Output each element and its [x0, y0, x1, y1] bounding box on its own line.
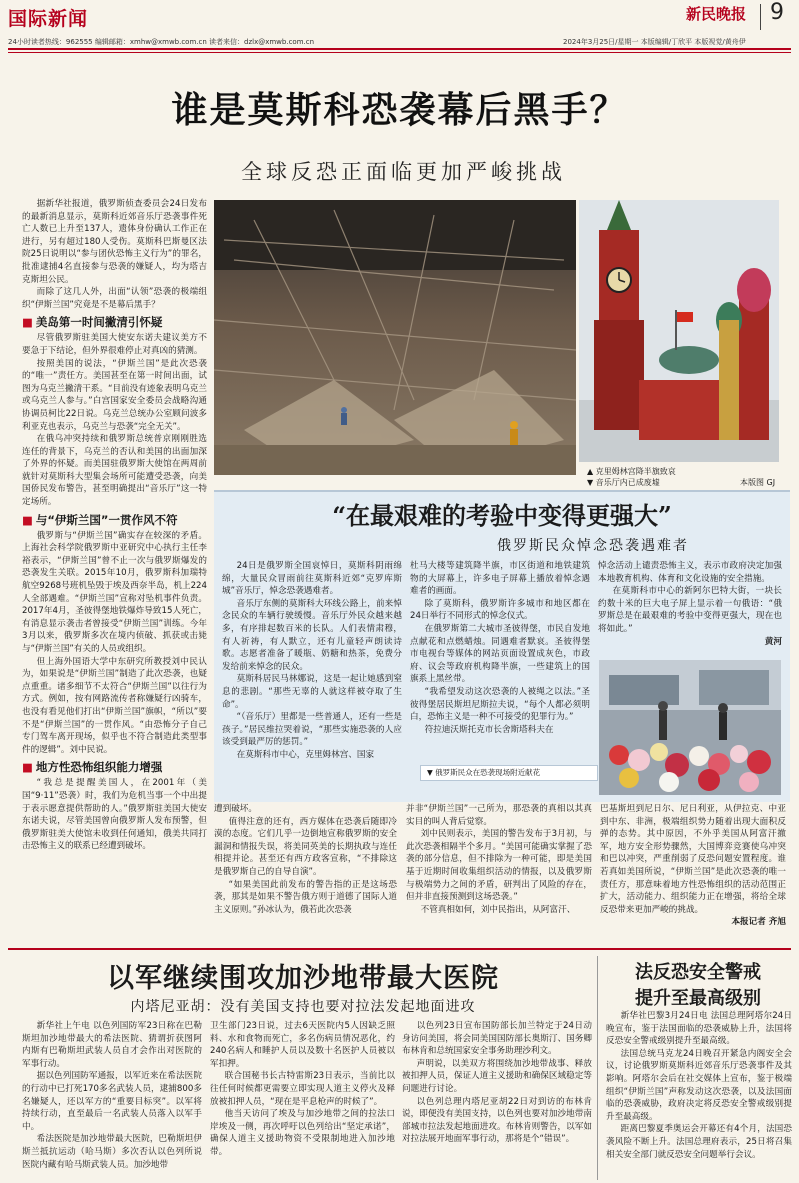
s2-p1: 俄罗斯与“伊斯兰国”确实存在较深的矛盾。上海社会科学院俄罗斯中亚研究中心执行主任李裕表示，“伊斯兰国”曾不止一次与俄罗斯爆发的恐袭发生关联。2015年10月，俄罗斯科加瑞特航空9268号班机坠毁于埃及西奈半岛，机上224人全部遇难。“伊斯兰国”宣称对坠机事件负责。2017年4月，圣彼得堡地铁爆炸导致15人死亡，有消息显示袭击者曾接受“伊斯兰国”训练。今年3月以来，俄罗斯多次在境内侦破、抓获或击毙与“伊斯兰国”有关的人员或组织。: [22, 530, 207, 654]
mourning-c2-p5: 符拉迪沃斯托克市长舍斯塔科夫在: [424, 724, 554, 735]
kremlin-illustration: [579, 200, 779, 462]
mourning-c1-p1: 24日是俄罗斯全国哀悼日，莫斯科阴雨绵绵，大量民众冒雨前往莫斯科近郊“克罗库斯城”音乐厅，悼念恐袭遇难者。: [222, 561, 402, 597]
mourning-headline: “在最艰难的考验中变得更强大”: [332, 501, 672, 530]
mourning-c1-p2: 音乐厅东侧的莫斯科大环线公路上，前来悼念民众的车辆行驶缓慢。音乐厅外民众越来越多，有序排起数百米的长队。人们表情肃穆，有人祈祷，有人默立，还有儿童轻声朗读诗歌。志愿者准备了暖瓶、奶糖和热茶，免费分发给前来悼念的民众。: [222, 598, 402, 672]
s3-p1: “我总是提醒美国人，在2001年（美国“9·11”恐袭）时，我们为危机当事一个中出提于表示愿意提供帮助的人。”俄罗斯驻美国大使安东诺夫说，尽管美国曾向俄罗斯人发布预警，但俄罗斯驻美大使馆未收到任何通知，俄美共同打击恐怖主义的联系已经遭到破坏。: [22, 778, 207, 852]
mourning-col-2: [410, 560, 590, 760]
gaza-subheadline: 内塔尼亚胡：没有美国支持也要对拉法发起地面进攻: [130, 999, 476, 1015]
gaza-c2-p1: 卫生部门23日说，过去6天医院内5人因缺乏照料、水和食物而死亡，多名伤病员情况恶化，约240名病人和睡护人员以及数十名医护人员被以军扣押。: [210, 1021, 395, 1069]
lead-headline: 谁是莫斯科恐袭幕后黑手？: [171, 90, 628, 131]
lead-intro-p2: 而除了这几人外，出面“认领”恐袭的极端组织“伊斯兰国”究竟是不是幕后黑手？: [22, 287, 207, 310]
header-divider: [760, 4, 761, 30]
lead-cont-p1: 值得注意的还有，西方媒体在恐袭后随即冷漠的态度。它们几乎一边倒地宣称俄罗斯的安全漏洞和情报失误，将美同英美的长期执政与连任相提并论。甚至还有西方政客宣称，“不排除这是俄罗斯自己的自导自演”。: [214, 816, 397, 877]
s1-p1: 尽管俄罗斯驻美国大使安东诺夫建议美方不要急于下结论，但外界很难停止对真凶的猜测。: [22, 333, 207, 356]
gaza-c1-p3: 希法医院是加沙地带最大医院，巴勒斯坦伊斯兰抵抗运动（哈马斯）多次否认以色列所说医院内藏有哈马斯武装人员。加沙地带: [22, 1134, 202, 1170]
mourning-c1-p3: 莫斯科居民马林娜说，这是一起让她感到窒息的悲剧。“那些无辜的人就这样被夺取了生命”。: [222, 674, 402, 710]
gaza-c3-p1: 以色列23日宣布国防部长加兰特定于24日动身访问美国，将会同美国国防部长奥斯汀、国务卿布林肯和总统国家安全事务助理沙利文。: [402, 1021, 592, 1057]
mourning-c1-p4: “（音乐厅）里都是一些普通人，还有一些是孩子。”居民维拉哭着说，“那些实施恐袭的人应该受到最严厉的惩罚。”: [222, 712, 402, 748]
date-editor: 2024年3月25日/星期一 本版编辑/丁欣平 本版视觉/黄舟伊: [563, 38, 746, 46]
mourning-c2-p1: 杜马大楼等建筑降半旗，市区街道和地铁建筑物的大屏幕上，许多电子屏幕上播放着悼念遇难者的画面。: [410, 561, 590, 597]
gaza-col-3: [402, 1020, 592, 1180]
lead-cont-p2: “如果美国此前发布的警告指的正是这场恐袭，那其是如果不警告俄方则于道德了国际人道主义原则。”孙冰认为，俄若此次恐袭: [214, 879, 397, 915]
gaza-c3-p3: 以色列总理内塔尼亚胡22日对到访的布林肯说，即便没有美国支持，以色列也要对加沙地带南部城市拉法发起地面进攻。布林肯则警告，以军如对拉法展开地面军事行动，那将是个“错误”。: [402, 1096, 592, 1145]
mourning-c3-p2: 在莫斯科市中心的新阿尔巴特大街，一块长约数十米的巨大电子屏上显示着一句俄语：“俄罗斯总是在最艰难的考验中变得更强大，现在也将如此。”: [598, 586, 782, 634]
page-number: 9: [770, 0, 784, 25]
gaza-col-1: [22, 1020, 202, 1180]
mourning-col-3: [598, 560, 782, 660]
mourning-byline: 黄河: [764, 636, 782, 647]
lead-left-column: [22, 198, 207, 958]
mourning-c2-p3: 在俄罗斯第二大城市圣彼得堡，市民自发地点献花和点燃蜡烛。同遇难者默哀。圣彼得堡市电视台等媒体的网站页面设置成灰色，市政府、议会等政府机构降半旗，一些建筑上的国旗系上黑丝带。: [410, 623, 590, 685]
lead-cont-p5: 不管真相如何，刘中民指出，从阿富汗、: [420, 904, 576, 915]
lead-cont-p4: 刘中民则表示，美国的警告发布于3月初，与此次恐袭相隔半个多月。“美国可能确实掌握了恐袭的部分信息，但不排除为一种可能，即是美国基于近期时间收集组织活动的情报，以及俄罗斯与极端势力之间的矛盾，研判出了风险的存在，但并非直接预测到这场恐袭。”: [406, 829, 592, 903]
lead-cont-col-2: [406, 803, 592, 945]
caption-kremlin: ▲ 克里姆林宫降半旗致哀: [587, 467, 676, 476]
mourning-subheadline: 俄罗斯民众悼念恐袭遇难者: [497, 538, 689, 554]
gaza-c1-p1: 新华社上午电 以色列国防军23日称在巴勒斯坦加沙地带最大的希法医院、猜谓折获图阿内斯有巴勒斯坦武装人员自才会作出对医院的军事行动。: [22, 1021, 202, 1069]
lead-cont-col-3: [600, 803, 786, 945]
s1-p2: 按照美国的说法，“伊斯兰国”是此次恐袭的“唯一”责任方。美国甚至在第一时间出面，试图为乌克兰撇清干系。“目前没有迹象表明乌克兰或乌克兰人参与。”白宫国家安全委员会战略沟通协调员柯比22日说。乌克兰总统办公室顾问波多利亚克也表示，乌克兰与恐袭“完全无关”。: [22, 358, 207, 432]
france-headline-2: 提升至最高级别: [635, 988, 761, 1009]
header-rule: [8, 48, 791, 50]
s2-p2: 但上海外国语大学中东研究所教授刘中民认为，如果说是“伊斯兰国”制造了此次恐袭，也疑点重重。诸多细节不太符合“伊斯兰国”以往行为方式。例如，按有网路流传者称嫌疑行凶骑车，也没有看见他们打出“伊斯兰国”旗帜，“所以”要不是“伊斯兰国”的一贯作风。“由恐怖分子自己专门驾车离开现场，似乎也不符合制造此类型事件的逻辑”。刘中民说。: [22, 656, 207, 755]
subhead-us-denial: ■ 美岛第一时间撇清引怀疑: [22, 315, 163, 330]
mourning-c3-p1: 悼念活动上谴责恐怖主义，表示市政府决定加强本地教育机构、体育和文化设施的安全措施。: [598, 561, 782, 584]
mourning-c2-p4: “我希望发动这次恐袭的人被绳之以法。”圣彼得堡居民斯坦尼斯拉夫说，“每个人都必须明白，恐怖主义是一种不可接受的犯罪行为。”: [410, 686, 590, 723]
photo-flowers-memorial: [599, 660, 781, 795]
bottom-section-rule: [8, 948, 791, 950]
france-body: [606, 1010, 792, 1180]
lead-cont-p3: 并非“伊斯兰国”一己所为，那恐袭的真相以其真实目的叫人背后觉察。: [406, 804, 592, 827]
header-rule-thin: [8, 52, 791, 53]
france-p2: 法国总统马克龙24日晚召开紧急内阁安全会议，讨论俄罗斯莫斯科近郊音乐厅恐袭事件及其影响。阿塔尔会后在社交媒体上宣布，鉴于极端组织“伊斯兰国”声称发动这次恐袭，以及法国面临的恐袭威胁，政府决定将反恐安全警戒级别提升至最高级。: [606, 1048, 792, 1122]
subhead-is-style: ■ 与“伊斯兰国”一贯作风不符: [22, 512, 178, 527]
france-headline-1: 法反恐安全警戒: [635, 962, 761, 983]
caption-ruins: ▼ 音乐厅内已成废墟: [587, 478, 660, 487]
s1-p3: 在俄乌冲突持续和俄罗斯总统普京刚刚胜选连任的背景下，乌克兰的否认和美国的出面加深了外界的怀疑。而美国驻俄罗斯大使馆在两周前就针对莫斯科大型集会场所可能遭受恐袭，向美国侨民发布警告，甚至明确提出“音乐厅”这一特定场所。: [22, 434, 207, 508]
france-p3: 距离巴黎夏季奥运会开幕还有4个月，法国恐袭风险不断上升。法国总理府表示，25日将召集相关安全部门就反恐安全问题举行会议。: [606, 1124, 792, 1160]
masthead: 新民晚报: [686, 5, 747, 23]
mourning-c1-p5: 在莫斯科市中心，克里姆林宫、国家: [236, 749, 375, 760]
gaza-col-2: [210, 1020, 395, 1180]
gaza-c1-p2: 据以色列国防军通报，以军近来在希法医院的行动中已打死170多名武装人员，逮捕800多名嫌疑人，还以军方的“重要目标突”。以军将持续行动，直至最后一名武装人员落入以军手中。: [22, 1071, 202, 1132]
lead-byline: 本报记者 齐旭: [731, 917, 786, 928]
lead-subheadline: 全球反恐正面临更加严峻挑战: [241, 160, 566, 184]
gaza-c2-p3: 他当天访问了埃及与加沙地带之间的拉法口岸埃及一侧，再次呼吁以色列给出“坚定承诺”，确保人道主义援助物资不受限制地进入加沙地带。: [210, 1109, 395, 1157]
lead-cont-p6: 巴基斯坦到尼日尔、尼日利亚，从伊拉克、中亚到中东、非洲，极端组织势力随着出现大面积反弹的态势。其中原因，不外乎美国从阿富汗撤军，地方安全形势骤然，大国博弈竞赛使乌冲突和巴以冲突，严重削弱了反恐问题安置程度。谁若真如美国所说，“伊斯兰国”是此次恐袭的唯一责任方，那意味着地方性恐怖组织的活动范围正扩大，活动能力、组织能力正在增强，将给全球反恐带来更加严峻的挑战。: [600, 804, 786, 915]
photo-concert-hall-ruins: [214, 200, 576, 475]
lead-cont-p0: 遭到破坏。: [214, 804, 257, 814]
mourning-c2-p2: 除了莫斯科，俄罗斯许多城市和地区都在24日举行不同形式的悼念仪式。: [410, 598, 590, 622]
gaza-c3-p2: 声明说，以美双方将围绕加沙地带战事、释放被扣押人员，保证人道主义援助和确保区域稳定等问题进行讨论。: [402, 1058, 592, 1094]
contact-line: 24小时读者热线：962555 编辑邮箱：xmhw@xmwb.com.cn 读者来信：dzlx@xmwb.com.cn: [8, 38, 315, 46]
ruins-illustration: [214, 200, 576, 475]
gaza-headline: 以军继续围攻加沙地带最大医院: [107, 963, 499, 994]
gaza-c2-p2: 联合国秘书长古特雷斯23日表示，当前比以往任何时候都更需要立即实现人道主义停火及释放被扣押人员，“现在是平息枪声的时候了”。: [210, 1071, 395, 1107]
subhead-local-terror: ■ 地方性恐怖组织能力增强: [22, 760, 163, 775]
france-p1: 新华社巴黎3月24日电 法国总理阿塔尔24日晚宣布，鉴于法国面临的恐袭威胁上升，法国将反恐安全警戒级别提升至最高级。: [606, 1011, 792, 1047]
photo-kremlin: [579, 200, 779, 462]
flowers-illustration: [599, 660, 781, 795]
vertical-divider: [597, 956, 598, 1180]
section-title: 国际新闻: [8, 8, 89, 30]
lead-intro-p1: 据新华社报道，俄罗斯侦查委员会24日发布的最新消息显示，莫斯科近郊音乐厅恐袭事件死亡人数已上升至137人，遗体身份确认工作正在进行，另有超过180人受伤。莫斯科巴斯曼区法院25日说明以“参与团伙恐怖主义行为”的罪名，批准逮捕4名直接参与恐袭的嫌疑人，均为塔吉克斯坦公民。: [22, 199, 207, 285]
photo-credit: 本版图 GJ: [740, 478, 776, 487]
mourning-col-1: [222, 560, 402, 798]
mourning-photo-caption: ▼ 俄罗斯民众在恐袭现场附近献花: [420, 765, 598, 781]
lead-cont-col-1: [214, 803, 397, 945]
